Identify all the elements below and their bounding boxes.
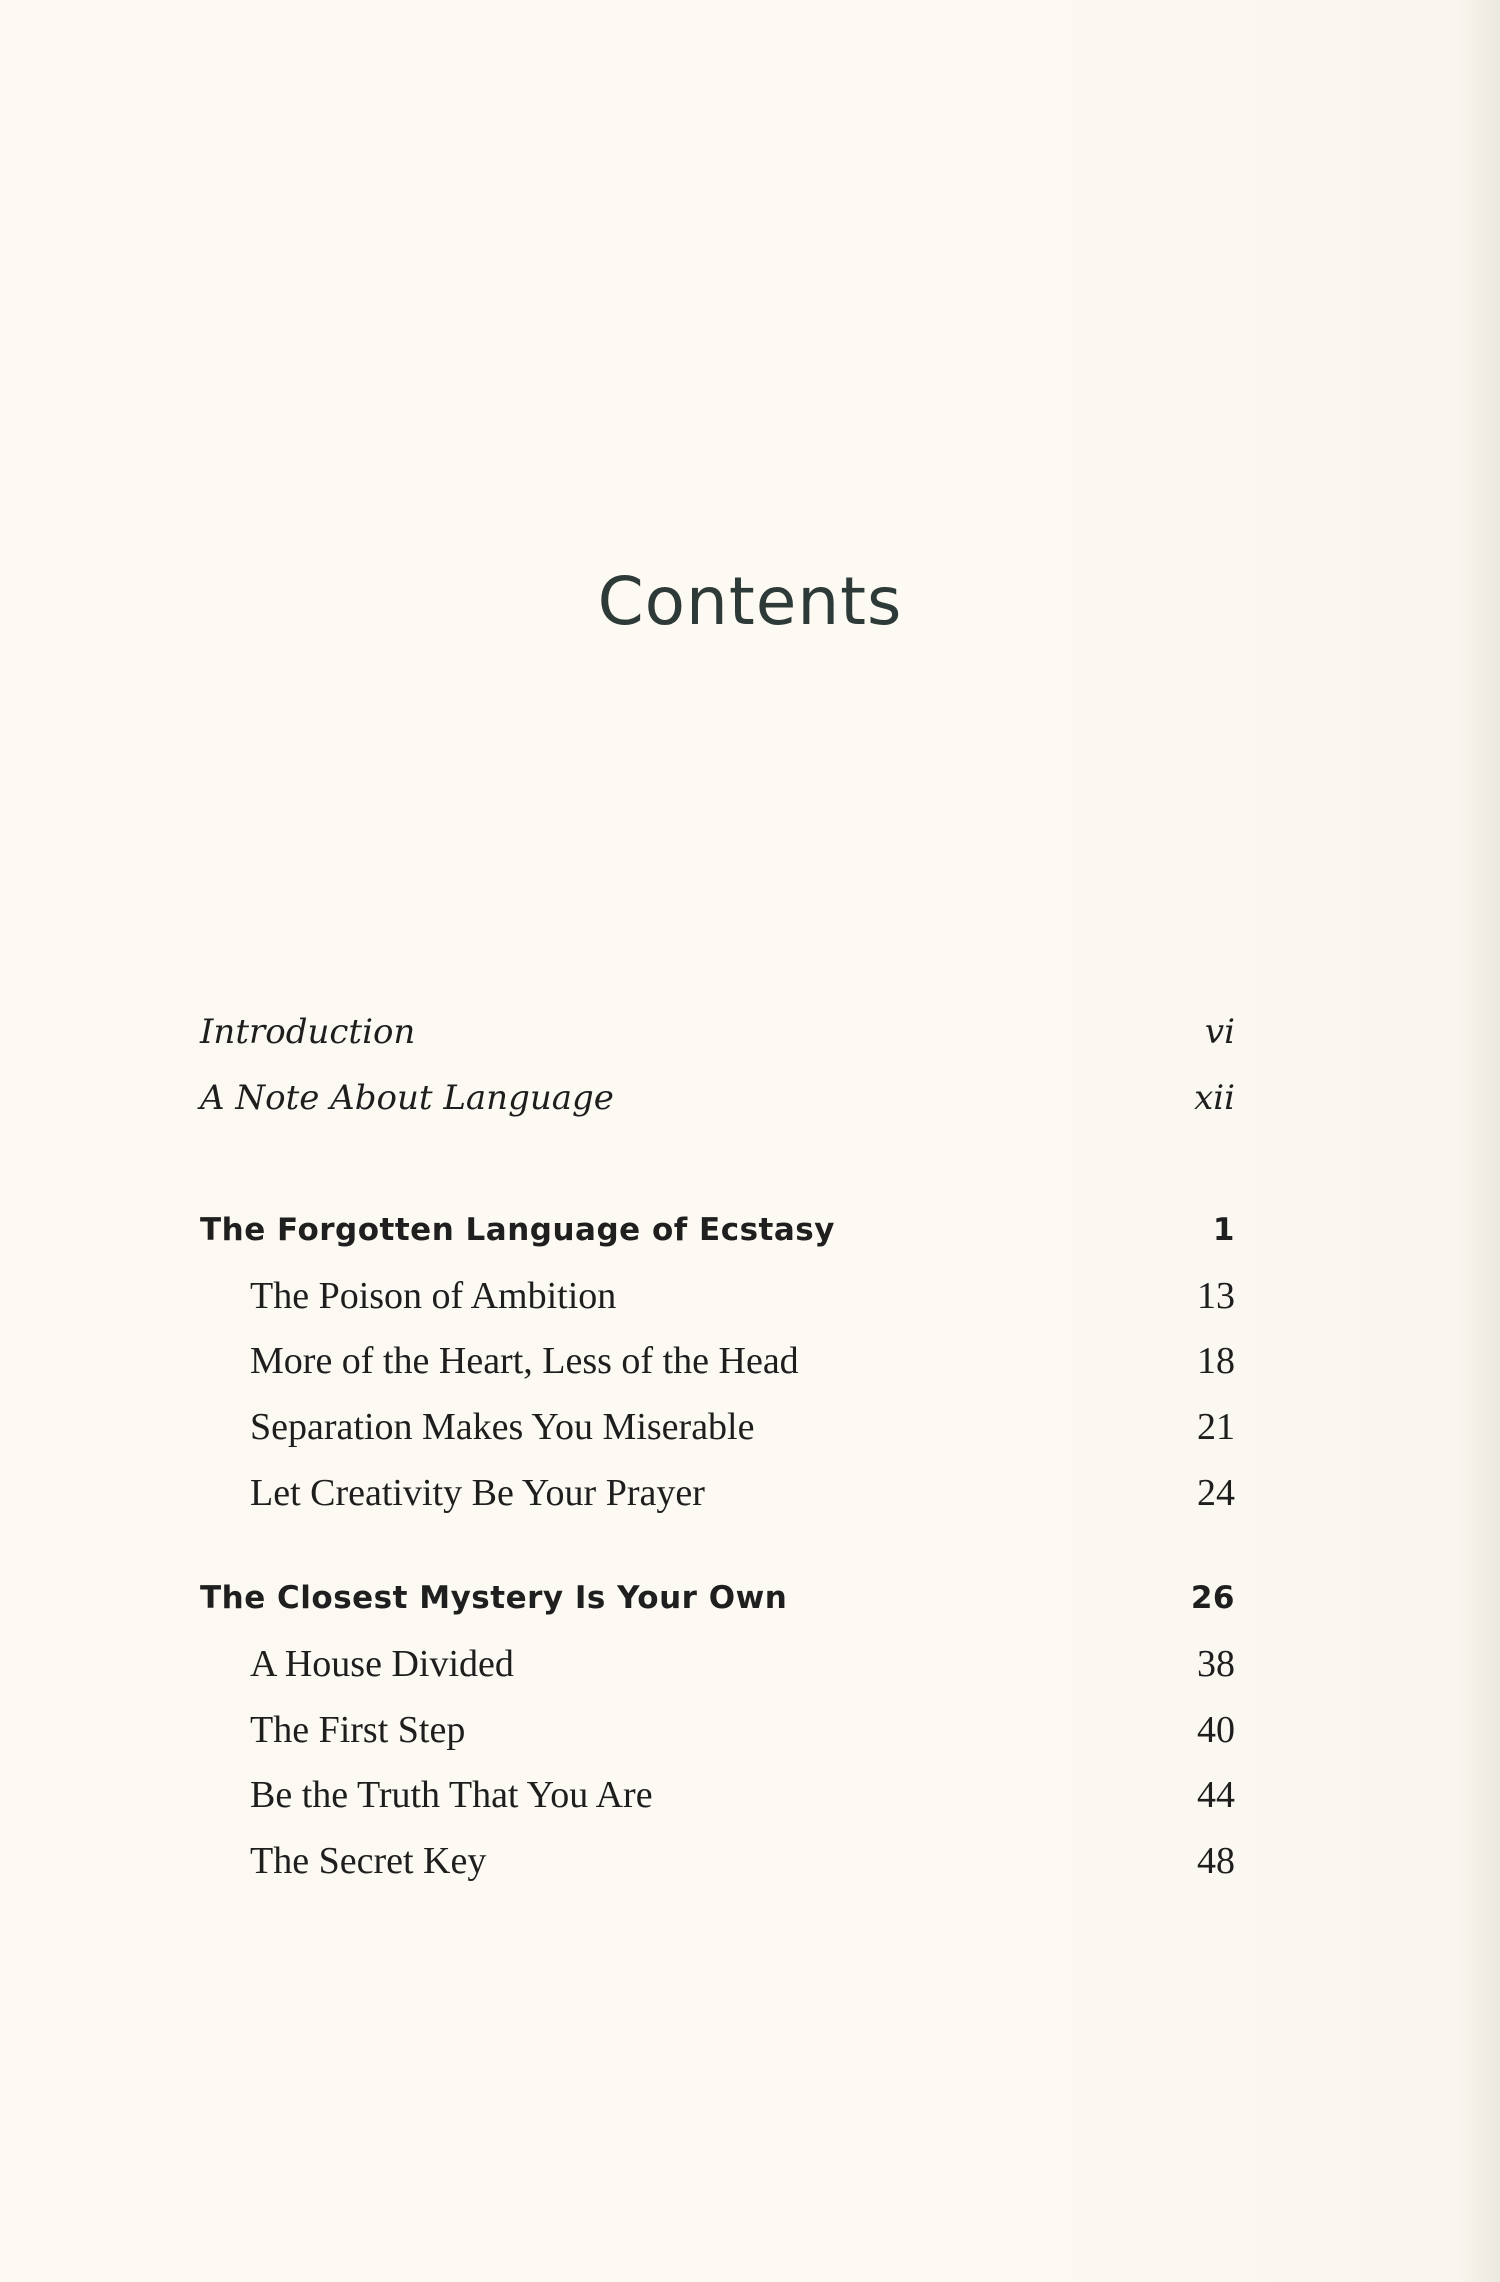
toc-entry-introduction[interactable] [200,1012,1235,1072]
toc-part-heading[interactable] [200,1580,1235,1640]
toc-entry-label: Introduction [200,1012,416,1052]
toc-chapter-entry[interactable] [200,1274,1235,1334]
toc-chapter-page: 48 [1197,1840,1235,1882]
toc-chapter-entry[interactable] [200,1708,1235,1768]
toc-part-heading[interactable] [200,1212,1235,1272]
toc-chapter-page: 24 [1197,1472,1235,1514]
toc-chapter-page: 18 [1197,1340,1235,1382]
toc-chapter-entry[interactable] [200,1839,1235,1899]
toc-part-page: 1 [1212,1212,1235,1248]
toc-chapter-entry[interactable] [200,1471,1235,1531]
toc-entry-page: xii [1194,1078,1235,1118]
toc-chapter-page: 38 [1197,1643,1235,1685]
toc-chapter-entry[interactable] [200,1642,1235,1702]
toc-chapter-page: 40 [1197,1709,1235,1751]
toc-chapter-label: Be the Truth That You Are [250,1774,653,1816]
toc-entry-label: A Note About Language [200,1078,614,1118]
toc-part-page: 26 [1190,1580,1235,1616]
toc-chapter-label: Separation Makes You Miserable [250,1406,755,1448]
toc-chapter-label: The Poison of Ambition [250,1275,617,1317]
toc-chapter-label: Let Creativity Be Your Prayer [250,1472,705,1514]
page-title: Contents [597,563,903,641]
toc-chapter-entry[interactable] [200,1339,1235,1399]
toc-chapter-label: The First Step [250,1709,466,1751]
toc-chapter-label: A House Divided [250,1643,514,1685]
toc-part-label: The Closest Mystery Is Your Own [200,1580,788,1616]
toc-chapter-label: More of the Heart, Less of the Head [250,1340,799,1382]
toc-chapter-page: 44 [1197,1774,1235,1816]
toc-chapter-entry[interactable] [200,1405,1235,1465]
toc-chapter-page: 13 [1197,1275,1235,1317]
toc-entry-note-about-language[interactable] [200,1078,1235,1138]
toc-chapter-label: The Secret Key [250,1840,487,1882]
toc-part-label: The Forgotten Language of Ecstasy [200,1212,835,1248]
toc-entry-page: vi [1204,1012,1235,1052]
toc-chapter-entry[interactable] [200,1773,1235,1833]
toc-chapter-page: 21 [1197,1406,1235,1448]
